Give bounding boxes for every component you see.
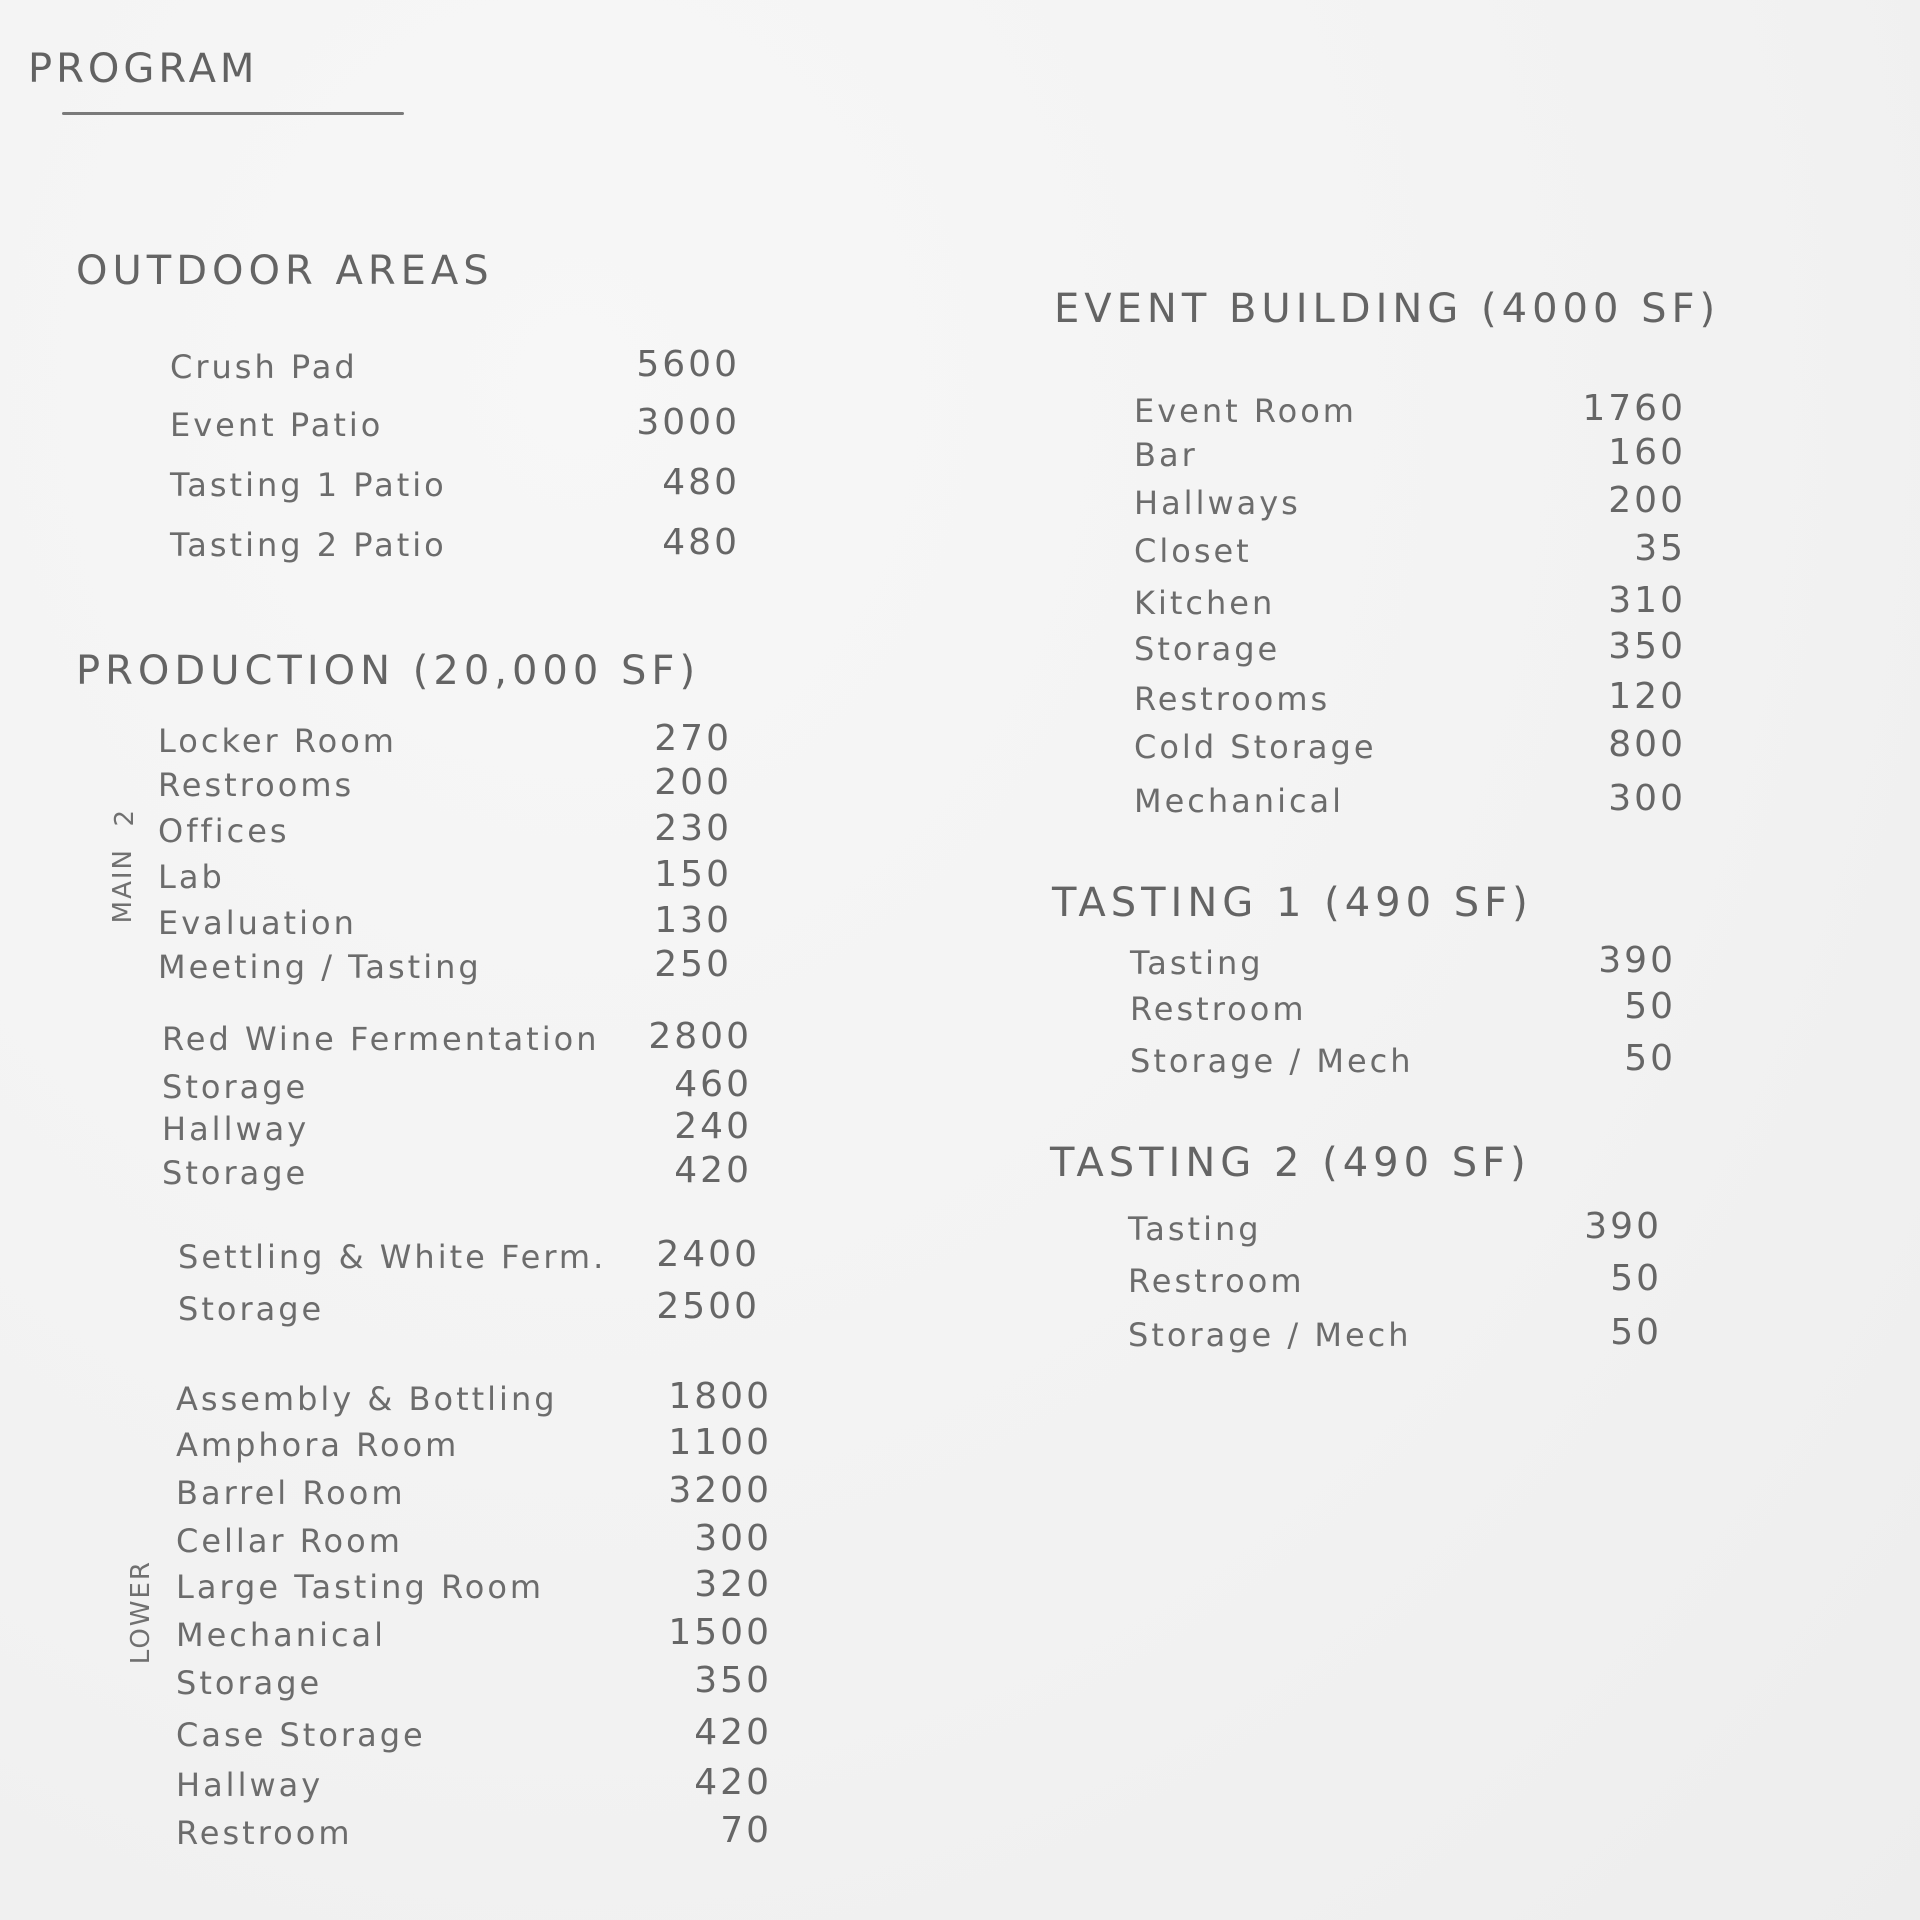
item-area-value: 350	[1608, 626, 1686, 667]
item-label: Large Tasting Room	[176, 1568, 545, 1606]
main-floor-label: MAIN	[108, 848, 138, 924]
item-label: Tasting 2 Patio	[170, 526, 447, 564]
item-label: Meeting / Tasting	[158, 948, 482, 986]
item-label: Storage	[178, 1290, 325, 1328]
item-label: Storage	[162, 1154, 309, 1192]
item-label: Storage	[1134, 630, 1281, 668]
item-label: Cellar Room	[176, 1522, 403, 1560]
event-building-heading: EVENT BUILDING (4000 SF)	[1054, 286, 1721, 332]
item-label: Barrel Room	[176, 1474, 406, 1512]
item-area-value: 200	[1608, 480, 1686, 521]
item-label: Cold Storage	[1134, 728, 1377, 766]
item-area-value: 390	[1598, 940, 1676, 981]
production-heading: PRODUCTION (20,000 SF)	[76, 648, 701, 694]
item-area-value: 350	[694, 1660, 772, 1701]
item-label: Tasting	[1130, 944, 1264, 982]
item-label: Assembly & Bottling	[176, 1380, 558, 1418]
item-label: Crush Pad	[170, 348, 358, 386]
item-area-value: 130	[654, 900, 732, 941]
item-area-value: 1760	[1582, 388, 1686, 429]
item-label: Closet	[1134, 532, 1252, 570]
item-area-value: 300	[694, 1518, 772, 1559]
item-label: Bar	[1134, 436, 1198, 474]
item-label: Restrooms	[158, 766, 355, 804]
item-area-value: 120	[1608, 676, 1686, 717]
item-area-value: 320	[694, 1564, 772, 1605]
item-label: Kitchen	[1134, 584, 1276, 622]
item-label: Storage / Mech	[1130, 1042, 1414, 1080]
item-area-value: 200	[654, 762, 732, 803]
item-area-value: 1100	[668, 1422, 772, 1463]
item-area-value: 150	[654, 854, 732, 895]
item-area-value: 3000	[636, 402, 740, 443]
item-area-value: 160	[1608, 432, 1686, 473]
item-label: Hallway	[162, 1110, 310, 1148]
item-area-value: 460	[674, 1064, 752, 1105]
item-area-value: 480	[662, 522, 740, 563]
item-area-value: 35	[1634, 528, 1686, 569]
item-label: Hallways	[1134, 484, 1301, 522]
item-area-value: 420	[694, 1762, 772, 1803]
tasting2-heading: TASTING 2 (490 SF)	[1050, 1140, 1531, 1186]
item-area-value: 70	[720, 1810, 772, 1851]
item-area-value: 250	[654, 944, 732, 985]
item-label: Mechanical	[1134, 782, 1345, 820]
item-label: Tasting 1 Patio	[170, 466, 447, 504]
item-area-value: 2400	[656, 1234, 760, 1275]
tasting1-heading: TASTING 1 (490 SF)	[1052, 880, 1533, 926]
item-area-value: 310	[1608, 580, 1686, 621]
item-label: Restrooms	[1134, 680, 1331, 718]
item-area-value: 3200	[668, 1470, 772, 1511]
item-area-value: 300	[1608, 778, 1686, 819]
lower-floor-label: LOWER	[126, 1560, 156, 1665]
item-label: Amphora Room	[176, 1426, 460, 1464]
item-area-value: 270	[654, 718, 732, 759]
item-area-value: 480	[662, 462, 740, 503]
item-label: Event Room	[1134, 392, 1357, 430]
item-label: Evaluation	[158, 904, 357, 942]
item-label: Event Patio	[170, 406, 384, 444]
item-label: Offices	[158, 812, 290, 850]
item-area-value: 1500	[668, 1612, 772, 1653]
item-area-value: 50	[1624, 986, 1676, 1027]
item-area-value: 2500	[656, 1286, 760, 1327]
item-area-value: 800	[1608, 724, 1686, 765]
item-area-value: 50	[1610, 1312, 1662, 1353]
item-area-value: 230	[654, 808, 732, 849]
item-area-value: 5600	[636, 344, 740, 385]
main-floor-count: 2	[110, 808, 140, 827]
item-area-value: 420	[694, 1712, 772, 1753]
page-title: PROGRAM	[28, 46, 259, 92]
item-label: Lab	[158, 858, 225, 896]
item-label: Settling & White Ferm.	[178, 1238, 607, 1276]
title-underline	[62, 112, 404, 115]
item-area-value: 390	[1584, 1206, 1662, 1247]
item-label: Restroom	[1130, 990, 1307, 1028]
item-label: Mechanical	[176, 1616, 387, 1654]
item-area-value: 420	[674, 1150, 752, 1191]
item-area-value: 50	[1610, 1258, 1662, 1299]
item-area-value: 1800	[668, 1376, 772, 1417]
item-label: Restroom	[176, 1814, 353, 1852]
item-label: Locker Room	[158, 722, 397, 760]
item-label: Case Storage	[176, 1716, 426, 1754]
item-area-value: 2800	[648, 1016, 752, 1057]
item-label: Restroom	[1128, 1262, 1305, 1300]
item-label: Storage / Mech	[1128, 1316, 1412, 1354]
item-area-value: 240	[674, 1106, 752, 1147]
item-label: Hallway	[176, 1766, 324, 1804]
item-label: Storage	[162, 1068, 309, 1106]
item-label: Red Wine Fermentation	[162, 1020, 600, 1058]
item-area-value: 50	[1624, 1038, 1676, 1079]
item-label: Storage	[176, 1664, 323, 1702]
outdoor-heading: OUTDOOR AREAS	[76, 248, 494, 294]
item-label: Tasting	[1128, 1210, 1262, 1248]
